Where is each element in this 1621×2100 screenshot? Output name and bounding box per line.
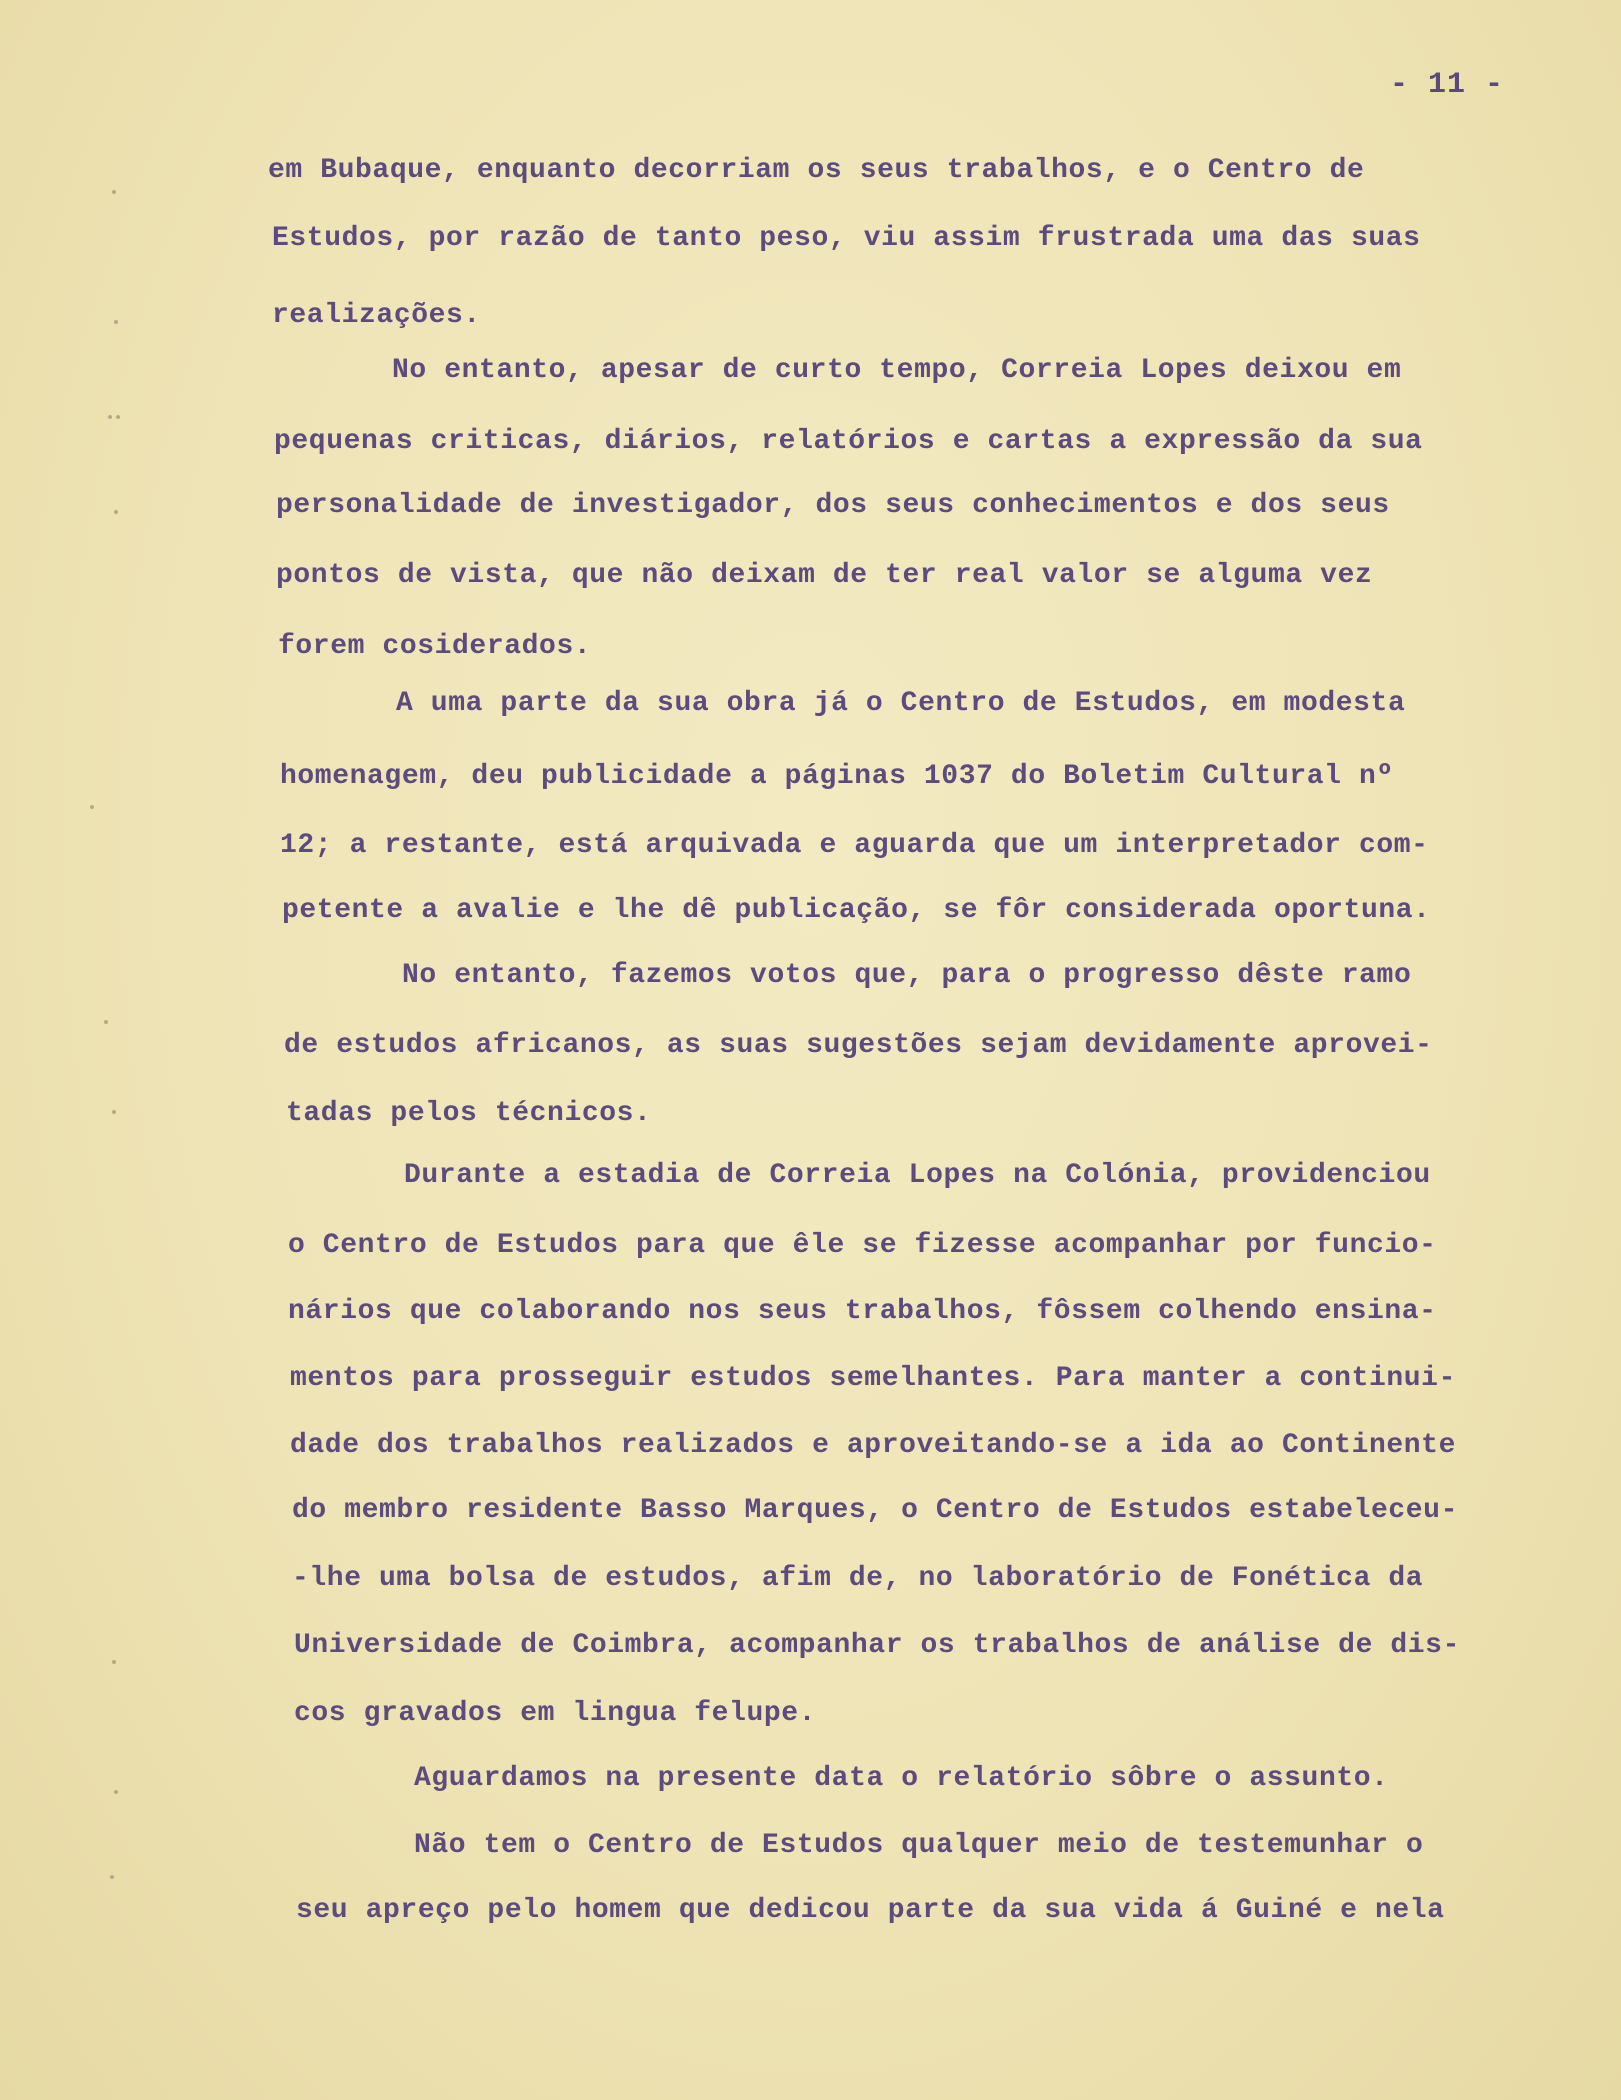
text-line: cos gravados em lingua felupe.	[294, 1698, 817, 1729]
text-line: de estudos africanos, as suas sugestões sejam devidamente aprovei-	[284, 1030, 1433, 1061]
text-line: 12; a restante, está arquivada e aguarda que um interpretador com-	[280, 830, 1429, 861]
text-line: No entanto, apesar de curto tempo, Correia Lopes deixou em	[392, 355, 1402, 386]
text-line: pequenas criticas, diários, relatórios e cartas a expressão da sua	[274, 426, 1423, 457]
text-line: nários que colaborando nos seus trabalhos, fôssem colhendo ensina-	[288, 1296, 1437, 1327]
text-line: pontos de vista, que não deixam de ter real valor se alguma vez	[276, 560, 1373, 591]
binding-holes	[100, 150, 130, 1950]
text-line: forem cosiderados.	[278, 631, 592, 662]
text-line: seu apreço pelo homem que dedicou parte da sua vida á Guiné e nela	[296, 1895, 1445, 1926]
text-line: No entanto, fazemos votos que, para o progresso dêste ramo	[402, 960, 1412, 991]
text-line: homenagem, deu publicidade a páginas 1037 do Boletim Cultural nº	[280, 761, 1394, 792]
text-line: do membro residente Basso Marques, o Centro de Estudos estabeleceu-	[292, 1495, 1458, 1526]
text-line: o Centro de Estudos para que êle se fizesse acompanhar por funcio-	[288, 1230, 1437, 1261]
text-line: petente a avalie e lhe dê publicação, se fôr considerada oportuna.	[282, 895, 1431, 926]
text-line: personalidade de investigador, dos seus conhecimentos e dos seus	[276, 490, 1390, 521]
text-line: Universidade de Coimbra, acompanhar os trabalhos de análise de dis-	[294, 1630, 1460, 1661]
text-line: mentos para prosseguir estudos semelhantes. Para manter a continui-	[290, 1363, 1456, 1394]
text-line: dade dos trabalhos realizados e aproveitando-se a ida ao Continente	[290, 1430, 1456, 1461]
text-line: tadas pelos técnicos.	[286, 1098, 652, 1129]
text-line: A uma parte da sua obra já o Centro de Estudos, em modesta	[396, 688, 1406, 719]
text-line: Aguardamos na presente data o relatório sôbre o assunto.	[414, 1763, 1389, 1794]
text-line: em Bubaque, enquanto decorriam os seus trabalhos, e o Centro de	[268, 155, 1365, 186]
text-line: Não tem o Centro de Estudos qualquer meio de testemunhar o	[414, 1830, 1424, 1861]
page-number: - 11 -	[1390, 68, 1505, 102]
text-line: realizações.	[272, 300, 481, 331]
text-line: -lhe uma bolsa de estudos, afim de, no laboratório de Fonética da	[292, 1563, 1424, 1594]
text-line: Durante a estadia de Correia Lopes na Colónia, providenciou	[404, 1160, 1431, 1191]
text-line: Estudos, por razão de tanto peso, viu assim frustrada uma das suas	[272, 223, 1421, 254]
